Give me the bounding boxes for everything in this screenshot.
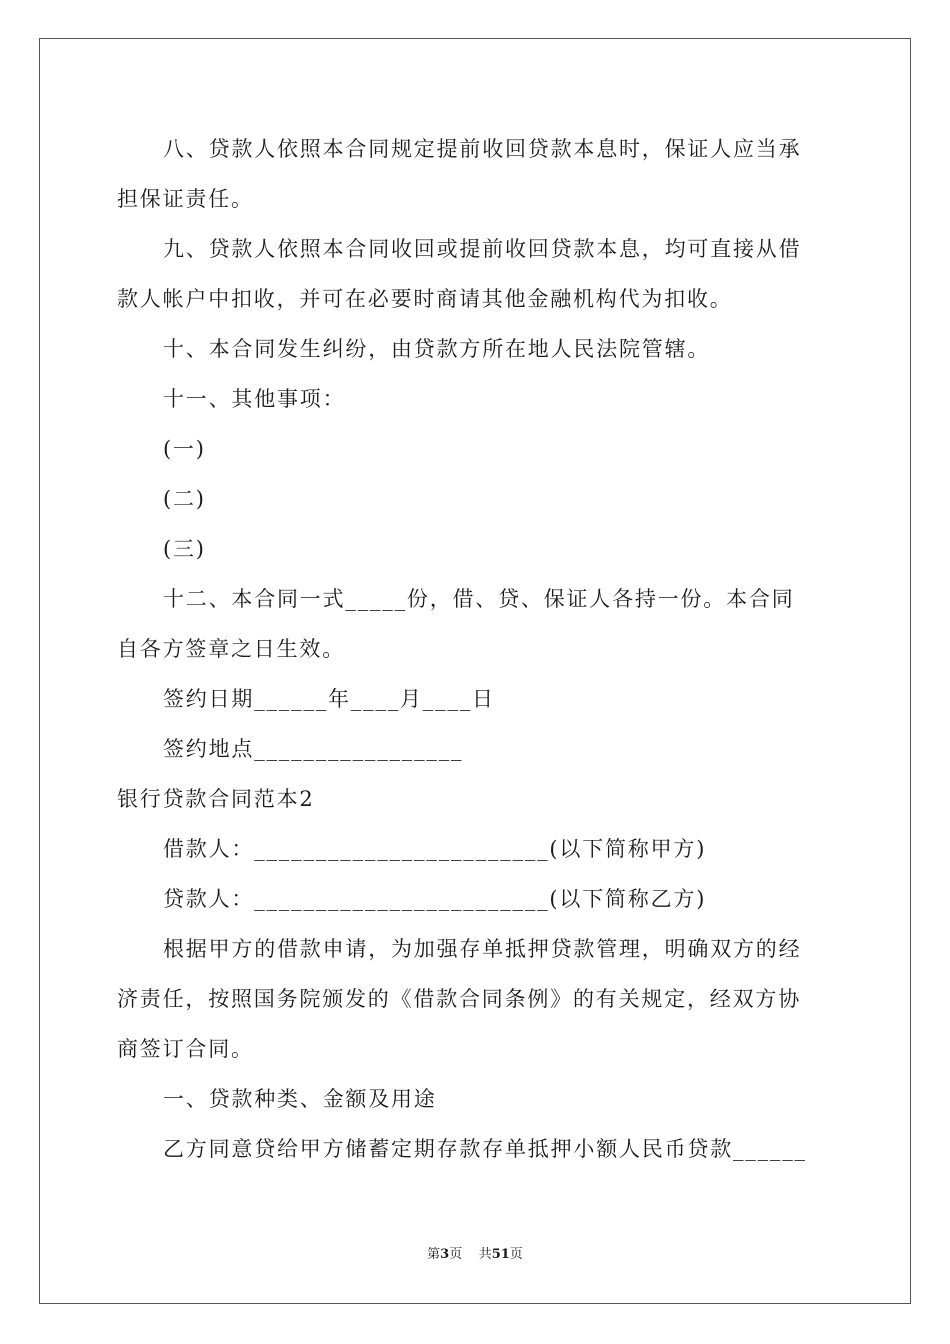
clause-11-item-2: (二): [163, 487, 206, 511]
preamble-line-1: 根据甲方的借款申请，为加强存单抵押贷款管理，明确双方的经: [163, 937, 802, 961]
footer-page-suffix: 页: [449, 1247, 463, 1262]
clause-8-line-2: 担保证责任。: [117, 187, 254, 211]
article-1-heading: 一、贷款种类、金额及用途: [163, 1087, 437, 1111]
clause-9-line-1: 九、贷款人依照本合同收回或提前收回贷款本息，均可直接从借: [163, 237, 802, 261]
preamble-line-3: 商签订合同。: [117, 1037, 254, 1061]
page-border: [39, 38, 911, 1304]
section-title: 银行贷款合同范本2: [117, 787, 315, 811]
clause-12-line-1: 十二、本合同一式_____份，借、贷、保证人各持一份。本合同: [163, 587, 795, 611]
clause-10: 十、本合同发生纠纷，由贷款方所在地人民法院管辖。: [163, 337, 711, 361]
article-1-line-1: 乙方同意贷给甲方储蓄定期存款存单抵押小额人民币贷款______: [163, 1137, 807, 1161]
clause-11-item-1: (一): [163, 437, 206, 461]
footer-total-suffix: 页: [509, 1247, 523, 1262]
borrower-field: 借款人：________________________(以下简称甲方): [163, 837, 707, 861]
footer-total-pages: 51: [491, 1247, 510, 1262]
footer-total-prefix: 共: [478, 1247, 492, 1262]
footer-page-number: 3: [440, 1247, 450, 1262]
lender-field: 贷款人：________________________(以下简称乙方): [163, 887, 707, 911]
clause-11-item-3: (三): [163, 537, 206, 561]
signing-date: 签约日期______年____月____日: [163, 687, 495, 711]
clause-11-heading: 十一、其他事项：: [163, 387, 346, 411]
clause-8-line-1: 八、贷款人依照本合同规定提前收回贷款本息时，保证人应当承: [163, 137, 802, 161]
preamble-line-2: 济责任，按照国务院颁发的《借款合同条例》的有关规定，经双方协: [117, 987, 801, 1011]
clause-9-line-2: 款人帐户中扣收，并可在必要时商请其他金融机构代为扣收。: [117, 287, 733, 311]
signing-place: 签约地点_________________: [163, 737, 464, 761]
page-footer: [0, 1246, 950, 1264]
clause-12-line-2: 自各方签章之日生效。: [117, 637, 345, 661]
footer-page-prefix: 第: [427, 1247, 441, 1262]
